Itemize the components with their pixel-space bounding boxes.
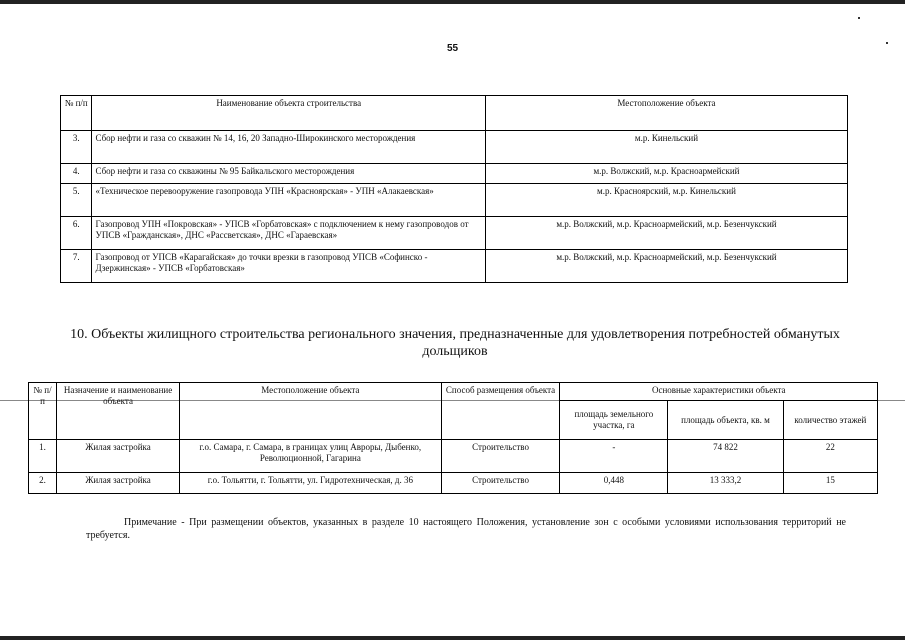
row-location: м.р. Кинельский bbox=[485, 131, 847, 164]
construction-objects-table bbox=[60, 95, 848, 283]
row-land-area: 0,448 bbox=[560, 473, 668, 494]
row-location: м.р. Волжский, м.р. Красноармейский, м.р. Безенчукский bbox=[485, 250, 847, 283]
table-header-row bbox=[61, 96, 848, 131]
header-location: Местоположение объекта bbox=[485, 96, 847, 131]
row-num: 7. bbox=[61, 250, 92, 283]
page-number: 55 bbox=[446, 43, 459, 54]
row-location: г.о. Тольятти, г. Тольятти, ул. Гидротехническая, д. 36 bbox=[180, 473, 441, 494]
table-row bbox=[61, 131, 848, 164]
row-location: м.р. Волжский, м.р. Красноармейский, м.р. Безенчукский bbox=[485, 217, 847, 250]
header-location: Местоположение объекта bbox=[180, 383, 441, 440]
row-name: Сбор нефти и газа со скважин № 14, 16, 20 Западно-Широкинского месторождения bbox=[92, 131, 486, 164]
header-floors: количество этажей bbox=[783, 401, 877, 440]
row-num: 2. bbox=[29, 473, 57, 494]
row-num: 4. bbox=[61, 164, 92, 184]
header-name: Наименование объекта строительства bbox=[92, 96, 486, 131]
row-name: Сбор нефти и газа со скважины № 95 Байкальского месторождения bbox=[92, 164, 486, 184]
row-object-area: 74 822 bbox=[668, 440, 783, 473]
housing-objects-table bbox=[28, 382, 878, 494]
row-floors: 15 bbox=[783, 473, 877, 494]
row-num: 5. bbox=[61, 184, 92, 217]
row-object-area: 13 333,2 bbox=[668, 473, 783, 494]
table-row bbox=[29, 473, 878, 494]
header-land-area: площадь земельного участка, га bbox=[560, 401, 668, 440]
section-title: 10. Объекты жилищного строительства регионального значения, предназначенные для удовлетворения потребностей обманутых дольщиков bbox=[70, 327, 840, 359]
header-num: № п/п bbox=[29, 383, 57, 440]
row-purpose: Жилая застройка bbox=[57, 440, 180, 473]
table-header-row bbox=[29, 383, 878, 401]
row-num: 1. bbox=[29, 440, 57, 473]
row-location: м.р. Волжский, м.р. Красноармейский bbox=[485, 164, 847, 184]
note-paragraph: Примечание - При размещении объектов, указанных в разделе 10 настоящего Положения, установление зон с особыми условиями использования территорий не требуется. bbox=[86, 517, 846, 541]
row-location: м.р. Красноярский, м.р. Кинельский bbox=[485, 184, 847, 217]
table-row bbox=[61, 250, 848, 283]
row-num: 3. bbox=[61, 131, 92, 164]
table-row bbox=[29, 440, 878, 473]
row-land-area: - bbox=[560, 440, 668, 473]
row-floors: 22 bbox=[783, 440, 877, 473]
row-location: г.о. Самара, г. Самара, в границах улиц Авроры, Дыбенко, Революционной, Гагарина bbox=[180, 440, 441, 473]
header-num: № п/п bbox=[61, 96, 92, 131]
row-num: 6. bbox=[61, 217, 92, 250]
header-method: Способ размещения объекта bbox=[441, 383, 560, 440]
row-purpose: Жилая застройка bbox=[57, 473, 180, 494]
header-object-area: площадь объекта, кв. м bbox=[668, 401, 783, 440]
scan-border-bottom bbox=[0, 636, 905, 640]
scan-border-top bbox=[0, 0, 905, 4]
row-method: Строительство bbox=[441, 440, 560, 473]
row-name: Газопровод от УПСВ «Карагайская» до точки врезки в газопровод УПСВ «Софинско - Дзержинская» - УПСВ «Горбатовская» bbox=[92, 250, 486, 283]
header-purpose: Назначение и наименование объекта bbox=[57, 383, 180, 440]
row-name: «Техническое перевооружение газопровода УПН «Красноярская» - УПН «Алакаевская» bbox=[92, 184, 486, 217]
row-method: Строительство bbox=[441, 473, 560, 494]
table-row bbox=[61, 164, 848, 184]
table-row bbox=[61, 217, 848, 250]
header-characteristics: Основные характеристики объекта bbox=[560, 383, 878, 401]
table-row bbox=[61, 184, 848, 217]
row-name: Газопровод УПН «Покровская» - УПСВ «Горбатовская» с подключением к нему газопроводов от УПСВ «Гражданская», ДНС «Рассветская», ДНС «Гараевская» bbox=[92, 217, 486, 250]
scan-speck bbox=[858, 17, 860, 19]
